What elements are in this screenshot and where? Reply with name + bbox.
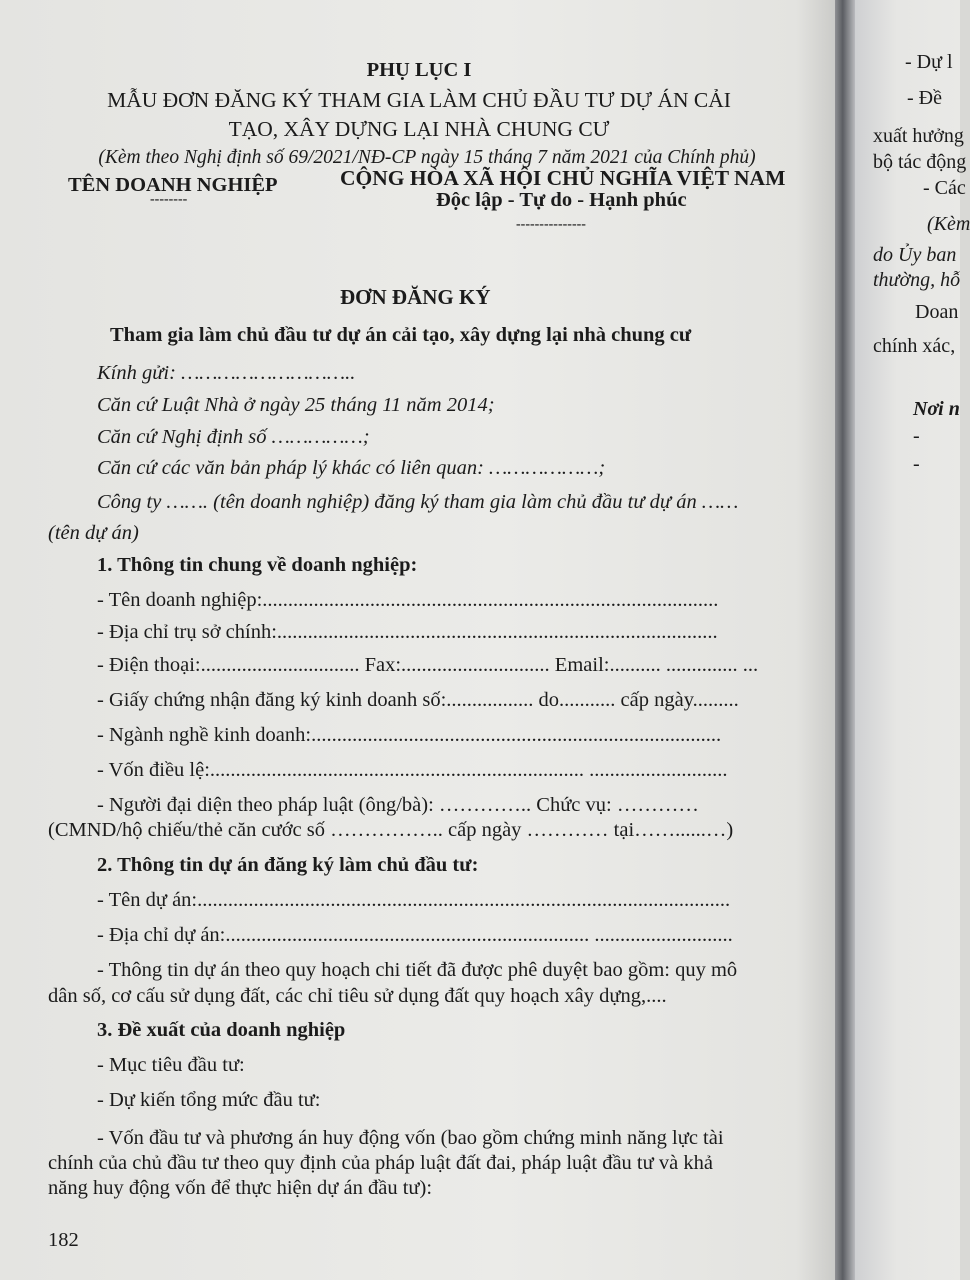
- registration-statement: Công ty ……. (tên doanh nghiệp) đăng ký tham gia làm chủ đầu tư dự án ……: [97, 491, 739, 513]
- field-project-address: - Địa chỉ dự án:....................................................................... ...........................: [97, 924, 733, 946]
- section-2-heading: 2. Thông tin dự án đăng ký làm chủ đầu tư:: [97, 854, 479, 876]
- field-capital-plan: - Vốn đầu tư và phương án huy động vốn (bao gồm chứng minh năng lực tài: [97, 1127, 724, 1149]
- right-page-text: Nơi n: [913, 398, 960, 420]
- registration-statement-cont: (tên dự án): [48, 522, 139, 544]
- page-number: 182: [48, 1229, 79, 1251]
- right-page-text: do Ủy ban: [873, 244, 957, 266]
- legal-basis-line: Căn cứ Luật Nhà ở ngày 25 tháng 11 năm 2014;: [97, 394, 495, 416]
- field-business-certificate: - Giấy chứng nhận đăng ký kinh doanh số:................. do........... cấp ngày.........: [97, 689, 739, 711]
- right-page-text: thường, hỗ: [873, 269, 961, 291]
- company-divider: --------: [150, 192, 188, 207]
- section-3-heading: 3. Đề xuất của doanh nghiệp: [97, 1019, 346, 1041]
- motto-divider: ---------------: [516, 217, 586, 232]
- project-planning-info-cont: dân số, cơ cấu sử dụng đất, các chỉ tiêu sử dụng đất quy hoạch xây dựng,....: [48, 985, 667, 1007]
- national-motto: Độc lập - Tự do - Hạnh phúc: [436, 189, 687, 211]
- application-title: ĐƠN ĐĂNG KÝ: [340, 285, 491, 309]
- field-capital-plan-cont: năng huy động vốn để thực hiện dự án đầu tư):: [48, 1177, 433, 1199]
- field-total-investment: - Dự kiến tổng mức đầu tư:: [97, 1089, 321, 1111]
- form-title-line-2: TẠO, XÂY DỰNG LẠI NHÀ CHUNG CƯ: [228, 117, 610, 141]
- field-project-name: - Tên dự án:........................................................................................................: [97, 889, 731, 911]
- legal-basis-line: Căn cứ Nghị định số ……………;: [97, 426, 370, 448]
- recipient-line: Kính gửi: ………………………..: [97, 362, 356, 384]
- application-subtitle: Tham gia làm chủ đầu tư dự án cải tạo, xây dựng lại nhà chung cư: [110, 324, 692, 346]
- book-gutter: [835, 0, 857, 1280]
- right-page-text: Doan: [915, 301, 959, 323]
- right-page-text: - Các: [923, 177, 966, 199]
- right-page-text: - Đề: [907, 87, 942, 109]
- field-id-document: (CMND/hộ chiếu/thẻ căn cước số …………….. cấp ngày ………… tại……......…): [48, 819, 734, 841]
- right-page-text: chính xác,: [873, 335, 956, 357]
- field-contact: - Điện thoại:............................... Fax:............................. Email:.......... .............. ...: [97, 654, 759, 676]
- republic-header: CỘNG HÒA XÃ HỘI CHỦ NGHĨA VIỆT NAM: [340, 166, 786, 190]
- right-page-text: -: [913, 425, 920, 447]
- section-1-heading: 1. Thông tin chung về doanh nghiệp:: [97, 554, 418, 576]
- decree-reference: (Kèm theo Nghị định số 69/2021/NĐ-CP ngày 15 tháng 7 năm 2021 của Chính phủ): [98, 147, 756, 168]
- right-page-text: (Kèm: [927, 213, 970, 235]
- right-page-text: - Dự l: [905, 51, 953, 73]
- appendix-heading: PHỤ LỤC I: [366, 59, 472, 81]
- right-page-text: -: [913, 453, 920, 475]
- field-legal-representative: - Người đại diện theo pháp luật (ông/bà): ………….. Chức vụ: …………: [97, 794, 699, 816]
- field-charter-capital: - Vốn điều lệ:......................................................................... ...........................: [97, 759, 728, 781]
- field-investment-goal: - Mục tiêu đầu tư:: [97, 1054, 245, 1076]
- company-name-header: TÊN DOANH NGHIỆP: [68, 174, 278, 196]
- field-head-office: - Địa chỉ trụ sở chính:......................................................................................: [97, 621, 718, 643]
- right-page: [855, 0, 970, 1280]
- right-page-text: bộ tác động: [873, 151, 967, 173]
- field-business-lines: - Ngành nghề kinh doanh:................................................................................: [97, 724, 722, 746]
- legal-basis-line: Căn cứ các văn bản pháp lý khác có liên quan: ………………;: [97, 457, 606, 479]
- right-page-text: xuất hưởng: [873, 125, 964, 147]
- form-title-line-1: MẪU ĐƠN ĐĂNG KÝ THAM GIA LÀM CHỦ ĐẦU TƯ DỰ ÁN CẢI: [107, 88, 731, 112]
- project-planning-info: - Thông tin dự án theo quy hoạch chi tiết đã được phê duyệt bao gồm: quy mô: [97, 959, 738, 981]
- field-company-name: - Tên doanh nghiệp:.........................................................................................: [97, 589, 719, 611]
- field-capital-plan-cont: chính của chủ đầu tư theo quy định của pháp luật đất đai, pháp luật đầu tư và khả: [48, 1152, 713, 1174]
